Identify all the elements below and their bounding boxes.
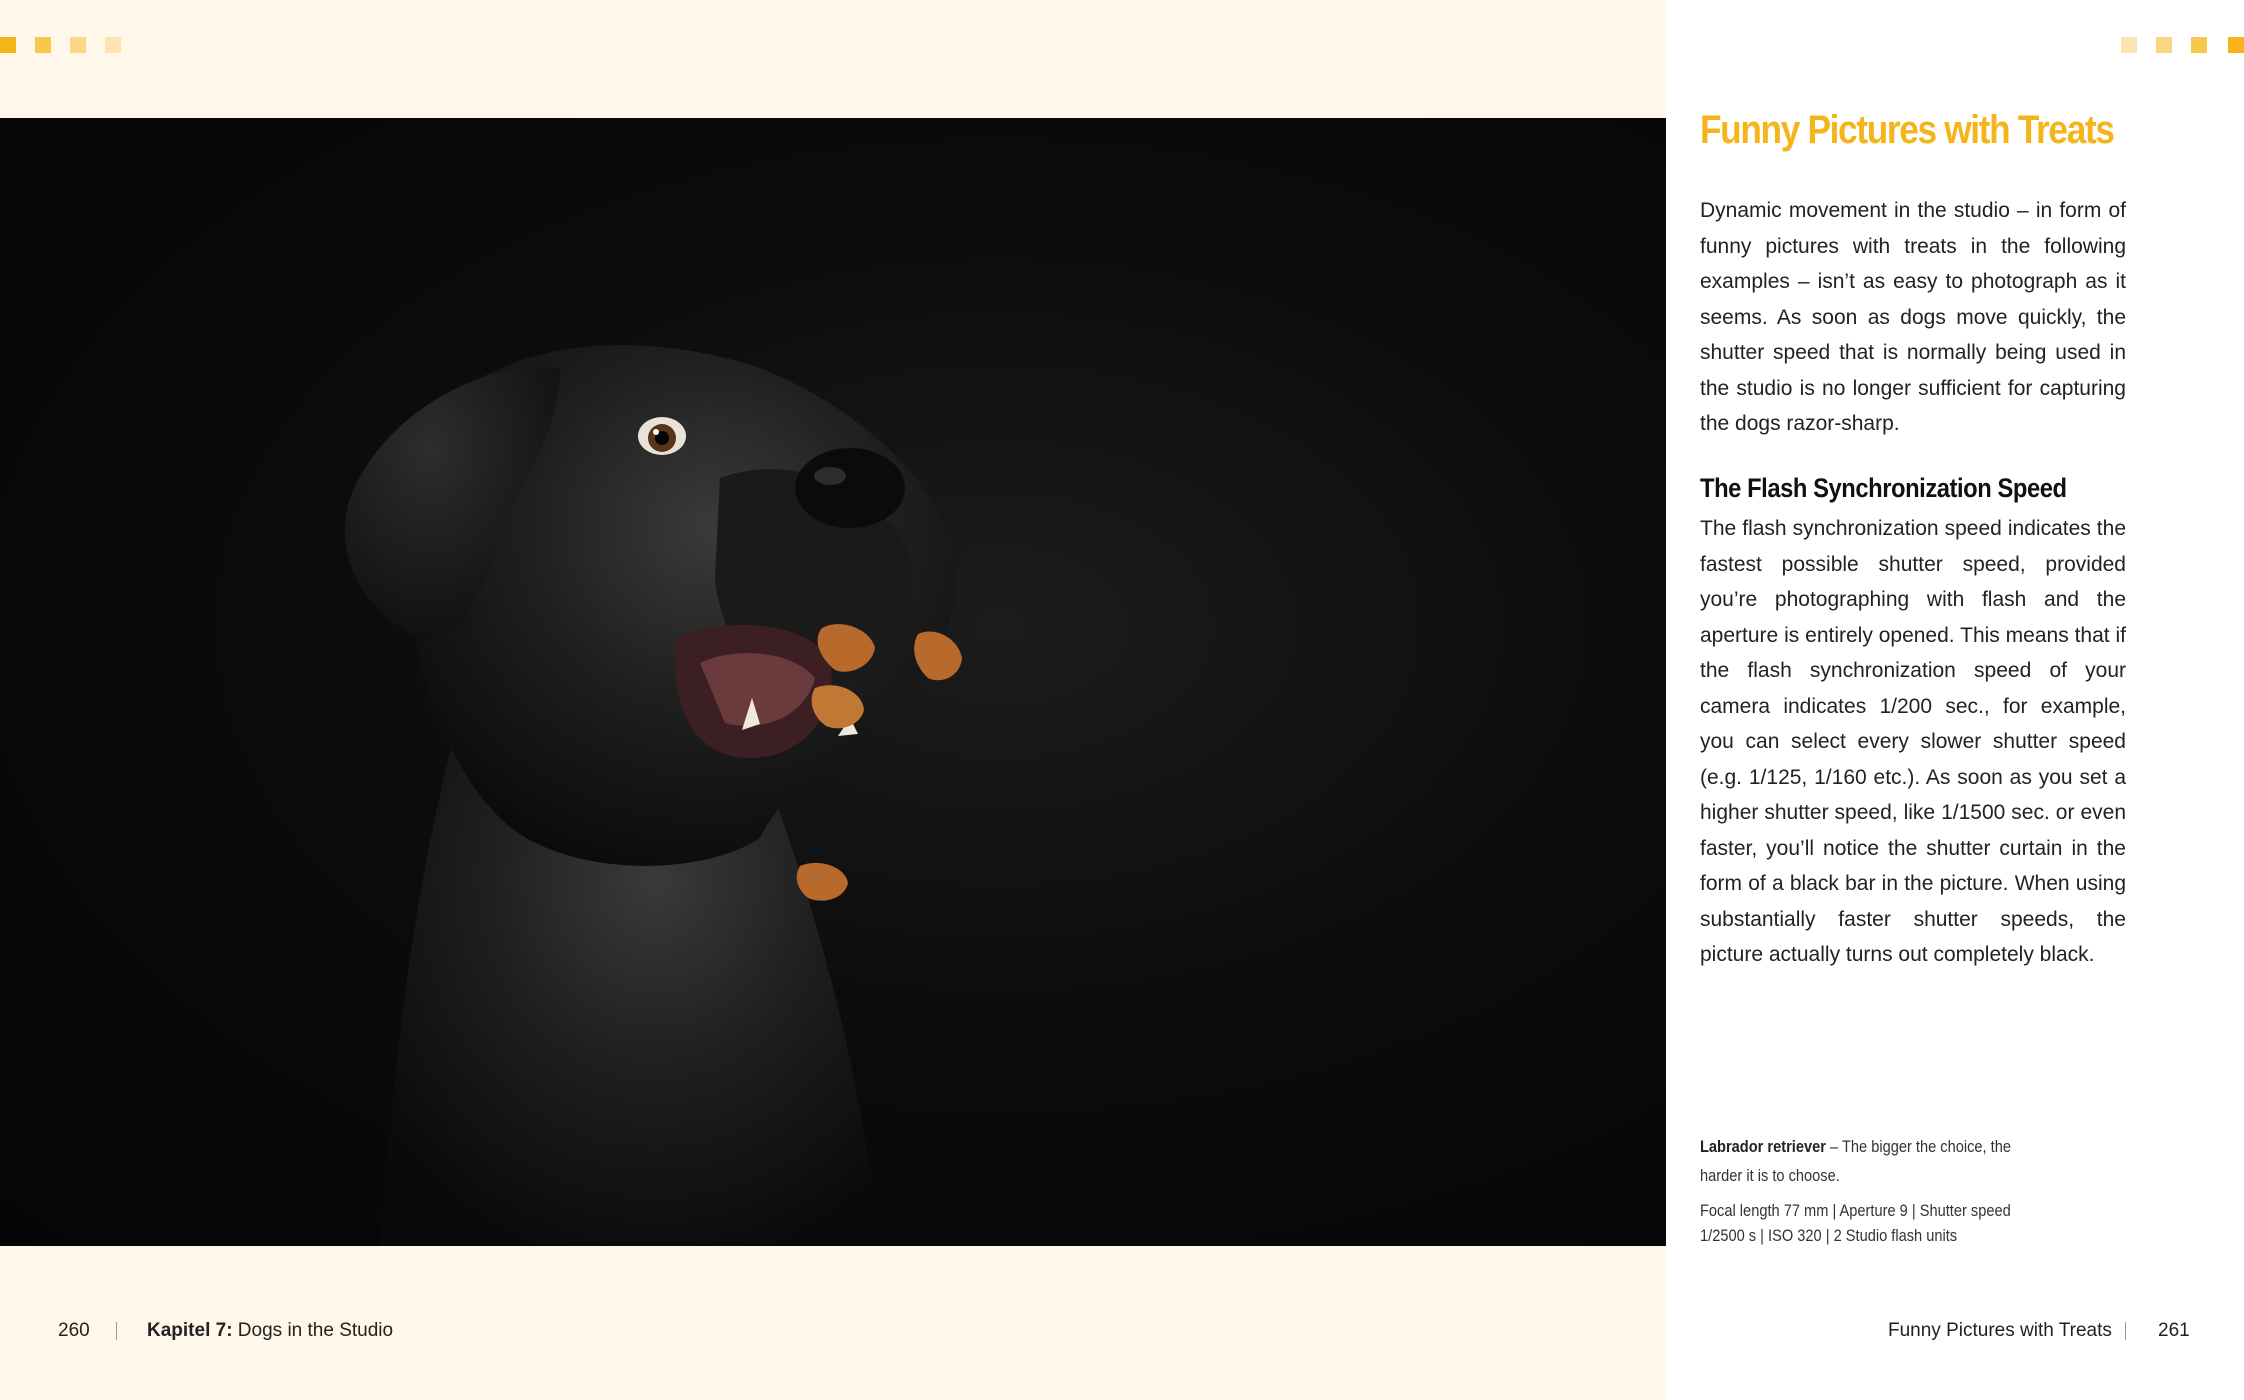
deco-square-left-4 (105, 37, 121, 53)
intro-paragraph: Dynamic movement in the studio – in form of funny pictures with treats in the following examples – isn’t as easy to photograph as it seems. As soon as dogs move quickly, the shutter speed that is normally being used in the studio is no longer sufficient for capturing the dogs razor-sharp. (1700, 199, 2126, 435)
dog-illustration (0, 118, 1666, 1246)
left-page-number: 260 (58, 1320, 90, 1341)
footer-divider-left (116, 1322, 117, 1340)
photo-specs: Focal length 77 mm | Aperture 9 | Shutter speed 1/2500 s | ISO 320 | 2 Studio flash units (1700, 1201, 2011, 1245)
deco-square-left-1 (0, 37, 16, 53)
dog-nose (795, 448, 905, 528)
body-paragraph: The flash synchronization speed indicates the fastest possible shutter speed, provided you’re photographing with flash and the aperture is entirely opened. This means that if the flash synchronization speed of your camera indicates 1/200 sec., for example, you can select every slower shutter speed (e.g. 1/125, 1/160 etc.). As soon as you set a higher shutter speed, like 1/1500 sec. or even faster, you’ll notice the shutter curtain in the form of a black bar in the picture. When using substantially faster shutter speeds, the picture actually turns out completely black. (1700, 517, 2126, 966)
chapter-label: Kapitel 7: (147, 1320, 233, 1341)
photo-caption (1700, 1132, 2044, 1190)
dog-photo (0, 118, 1666, 1246)
deco-square-left-2 (35, 37, 51, 53)
chapter-footer (147, 1320, 393, 1342)
deco-square-left-3 (70, 37, 86, 53)
caption-breed: Labrador retriever (1700, 1137, 1826, 1156)
deco-square-right-2 (2156, 37, 2172, 53)
chapter-title: Dogs in the Studio (232, 1320, 394, 1341)
right-section-name: Funny Pictures with Treats (1888, 1320, 2112, 1341)
right-page-number: 261 (2158, 1320, 2190, 1341)
caption-text: – The bigger the choice, the harder it is to choose. (1700, 1137, 2011, 1185)
deco-square-right-3 (2191, 37, 2207, 53)
page-title: Funny Pictures with Treats (1700, 108, 2114, 152)
section-heading: The Flash Synchronization Speed (1700, 473, 2067, 503)
footer-divider-right (2125, 1322, 2126, 1340)
deco-square-right-4 (2228, 37, 2244, 53)
deco-square-right-1 (2121, 37, 2137, 53)
